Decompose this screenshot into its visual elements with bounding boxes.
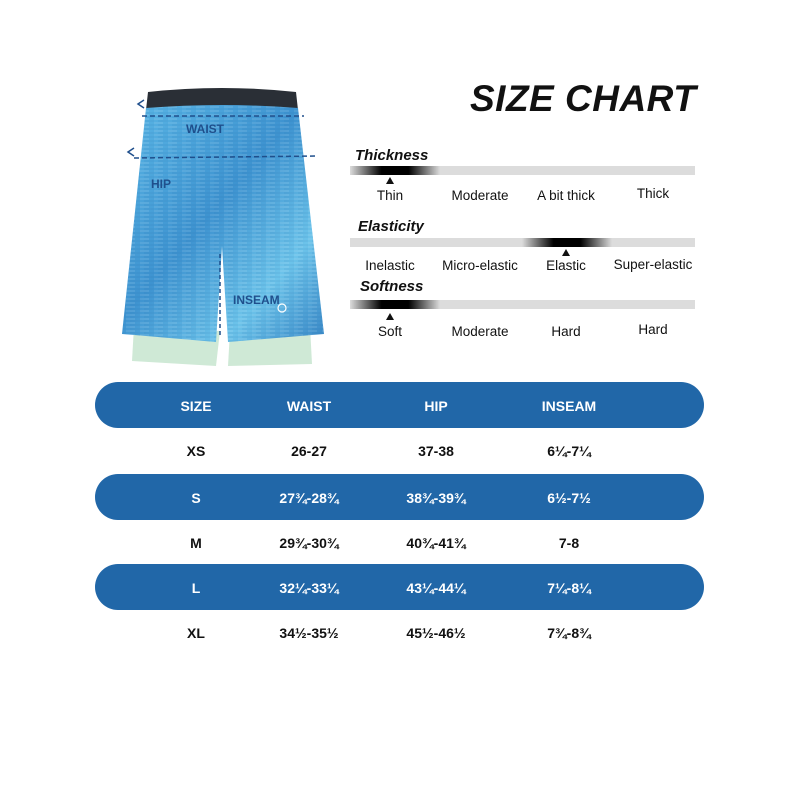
cell-size: M [190, 535, 202, 551]
elasticity-option: Inelastic [365, 258, 415, 273]
thickness-option: Thin [376, 188, 404, 203]
elasticity-option: Elastic [546, 258, 586, 273]
softness-option: Moderate [451, 324, 509, 339]
softness-option: Hard [551, 324, 581, 339]
thickness-option: A bit thick [537, 188, 595, 203]
thickness-bar-highlight [350, 166, 440, 175]
thickness-option: Moderate [451, 188, 509, 203]
cell-size: XS [186, 443, 206, 459]
softness-option: Soft [377, 324, 402, 339]
cell-inseam: 6½-7½ [547, 490, 591, 506]
cell-waist: 27¾-28¾ [279, 490, 339, 506]
cell-waist: 32¼-33¼ [279, 580, 339, 596]
cell-hip: 43¼-44¼ [406, 580, 466, 596]
header-size: SIZE [180, 398, 212, 414]
cell-inseam: 7¾-8¾ [547, 625, 591, 641]
elasticity-option: Micro-elastic [442, 258, 518, 273]
cell-size: S [191, 490, 201, 506]
cell-hip: 40¾-41¾ [406, 535, 466, 551]
cell-size: L [191, 580, 201, 596]
elasticity-pointer-icon [562, 249, 570, 256]
thickness-option: Thick [636, 186, 670, 201]
elasticity-bar-highlight [522, 238, 612, 247]
cell-waist: 34½-35½ [279, 625, 339, 641]
softness-bar-highlight [350, 300, 440, 309]
softness-pointer-icon [386, 313, 394, 320]
cell-hip: 37-38 [418, 443, 454, 459]
size-chart-title: SIZE CHART [470, 78, 697, 119]
thickness-pointer-icon [386, 177, 394, 184]
cell-waist: 26-27 [291, 443, 327, 459]
header-hip: HIP [424, 398, 448, 414]
cell-inseam: 7-8 [558, 535, 580, 551]
cell-inseam: 7¼-8¼ [547, 580, 591, 596]
waist-label: WAIST [186, 122, 224, 136]
cell-waist: 29¾-30¾ [279, 535, 339, 551]
softness-option: Hard [638, 322, 668, 337]
cell-inseam: 6¼-7¼ [547, 443, 591, 459]
cell-hip: 38¾-39¾ [406, 490, 466, 506]
softness-heading: Softness [360, 278, 424, 295]
hip-label: HIP [151, 177, 172, 191]
cell-size: XL [187, 625, 205, 641]
thickness-heading: Thickness [355, 147, 429, 164]
elasticity-option: Super-elastic [613, 257, 693, 272]
cell-hip: 45½-46½ [406, 625, 466, 641]
elasticity-heading: Elasticity [358, 218, 424, 235]
inseam-label: INSEAM [233, 293, 280, 307]
shorts-illustration [112, 86, 342, 376]
header-waist: WAIST [286, 398, 332, 414]
header-inseam: INSEAM [541, 398, 597, 414]
